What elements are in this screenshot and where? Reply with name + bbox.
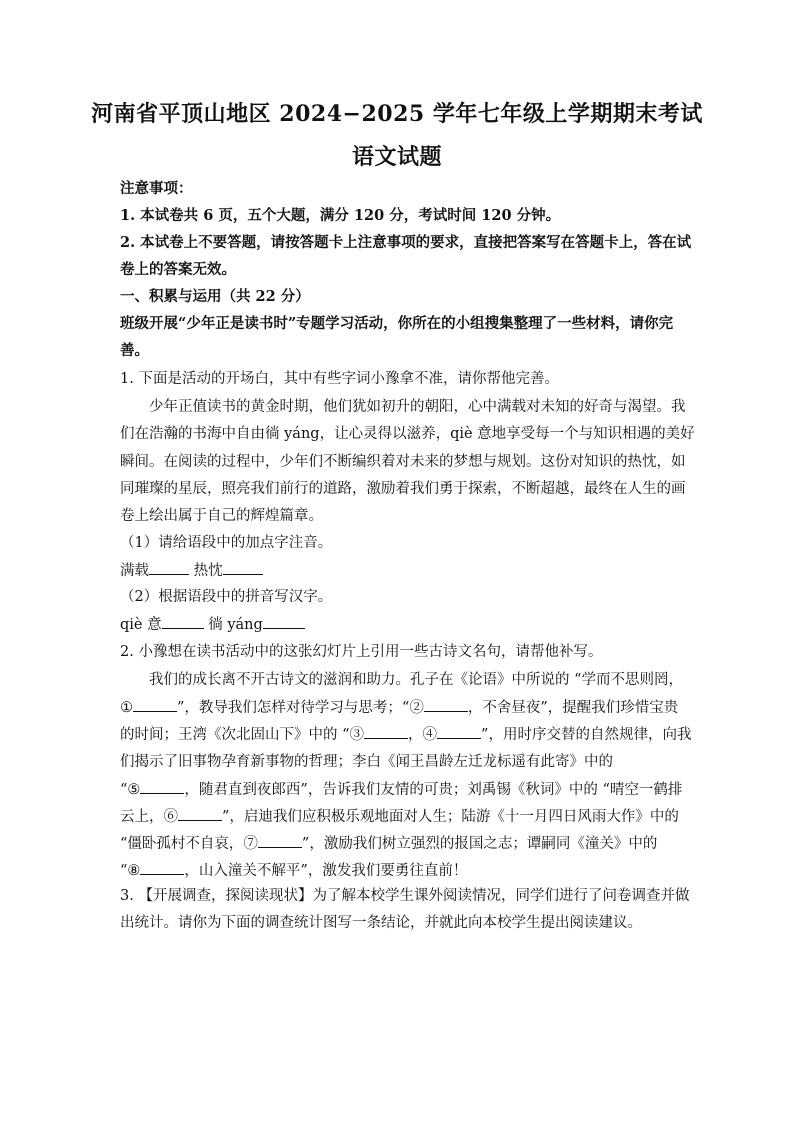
question-3-stem: 3. 【开展调查，探阅读现状】为了解本校学生课外阅读情况，同学们进行了问卷调查并做 [120,888,690,904]
poem-text: ，随君直到夜郎西”，告诉我们友情的可贵；刘禹锡《秋词》中的 “晴空一鹤排 [184,782,683,798]
word-label: 满载 [120,563,149,579]
poem-text: ”，用时序交替的自然规律，向我 [481,727,692,743]
poem-text: “⑤ [120,782,141,798]
answer-blank[interactable] [140,779,184,794]
poem-fill-line [120,860,680,881]
word-label: qiè 意 [120,617,162,633]
poem-fill-line [120,697,680,718]
pinyin-answer-row [120,560,680,581]
hanzi-answer-row [120,614,680,635]
passage-line: 少年正值读书的黄金时期，他们犹如初升的朝阳，心中满载对未知的好奇与渴望。我 [149,399,686,415]
question-1-sub-1: （1）请给语段中的加点字注音。 [120,535,333,551]
poem-text: ”，教导我们怎样对待学习与思考；“② [177,700,424,716]
poem-text: 的时间；王湾《次北固山下》中的 “③ [120,727,365,743]
poem-fill-line [120,806,680,827]
poem-fill-line [120,752,680,772]
answer-blank[interactable] [133,697,177,712]
answer-blank[interactable] [140,860,184,875]
poem-text: “僵卧孤村不自哀，⑦ [120,836,258,852]
answer-blank[interactable] [149,560,189,575]
poem-text: “⑧ [120,863,141,879]
poem-fill-line [120,724,692,745]
poem-text: ，不舍昼夜”，提醒我们珍惜宝贵 [467,700,679,716]
exam-subtitle: 语文试题 [351,144,442,170]
poem-text: ① [120,700,133,716]
exam-title: 河南省平顶山地区 2024−2025 学年七年级上学期期末考试 [91,101,703,127]
word-label: 徜 yáng [208,617,263,633]
answer-blank[interactable] [424,697,468,712]
poem-fill-line [120,779,683,800]
poem-fill-line [120,670,684,690]
answer-blank[interactable] [437,724,481,739]
question-2-stem: 2. 小豫想在读书活动中的这张幻灯片上引用一些古诗文名句，请帮他补写。 [120,644,603,660]
poem-text: ，山入潼关不解平”，激发我们要勇往直前！ [184,863,468,879]
question-3-stem: 出统计。请你为下面的调查统计图写一条结论，并就此向本校学生提出阅读建议。 [120,915,642,931]
passage-line: 们在浩瀚的书海中自由徜 yáng，让心灵得以滋养，qiè 意地享受每一个与知识相遇的美好 [120,426,695,442]
section-heading: 一、积累与运用（共 22 分） [120,288,310,305]
answer-blank[interactable] [258,833,302,848]
poem-fill-line [120,833,680,854]
poem-text: 我们的成长离不开古诗文的滋润和助力。孔子在《论语》中所说的 “学而不思则罔， [149,672,684,688]
notice-item: 2. 本试卷上不要答题，请按答题卡上注意事项的要求，直接把答案写在答题卡上，答在试 [120,234,692,251]
poem-text: 们揭示了旧事物孕育新事物的哲理；李白《闻王昌龄左迁龙标遥有此寄》中的 [120,754,613,770]
word-label: 热忱 [193,563,223,579]
section-intro: 善。 [120,342,149,359]
passage-line: 瞬间。在阅读的过程中，少年们不断编织着对未来的梦想与规划。这份对知识的热忱，如 [120,454,686,470]
notice-item: 1. 本试卷共 6 页，五个大题，满分 120 分，考试时间 120 分钟。 [120,207,561,224]
notice-item: 卷上的答案无效。 [120,261,236,278]
question-1-sub-2: （2）根据语段中的拼音写汉字。 [120,589,333,605]
answer-blank[interactable] [162,614,204,629]
question-1-stem: 1. 下面是活动的开场白，其中有些字词小豫拿不准，请你帮他完善。 [120,371,559,387]
poem-text: 云上，⑥ [120,809,178,825]
answer-blank[interactable] [178,806,222,821]
poem-text: ，④ [408,727,438,743]
answer-blank[interactable] [364,724,408,739]
passage-line: 同璀璨的星辰，照亮我们前行的道路，激励着我们勇于探索，不断超越，最终在人生的画 [120,481,686,497]
poem-text: ”，启迪我们应积极乐观地面对人生；陆游《十一月四日风雨大作》中的 [222,809,679,825]
section-intro: 班级开展“少年正是读书时”专题学习活动，你所在的小组搜集整理了一些材料，请你完 [120,315,674,332]
answer-blank[interactable] [263,614,305,629]
poem-text: ”，激励我们树立强烈的报国之志；谭嗣同《潼关》中的 [301,836,658,852]
notice-heading: 注意事项： [120,180,193,197]
passage-line: 卷上绘出属于自己的辉煌篇章。 [120,508,323,524]
answer-blank[interactable] [223,560,263,575]
